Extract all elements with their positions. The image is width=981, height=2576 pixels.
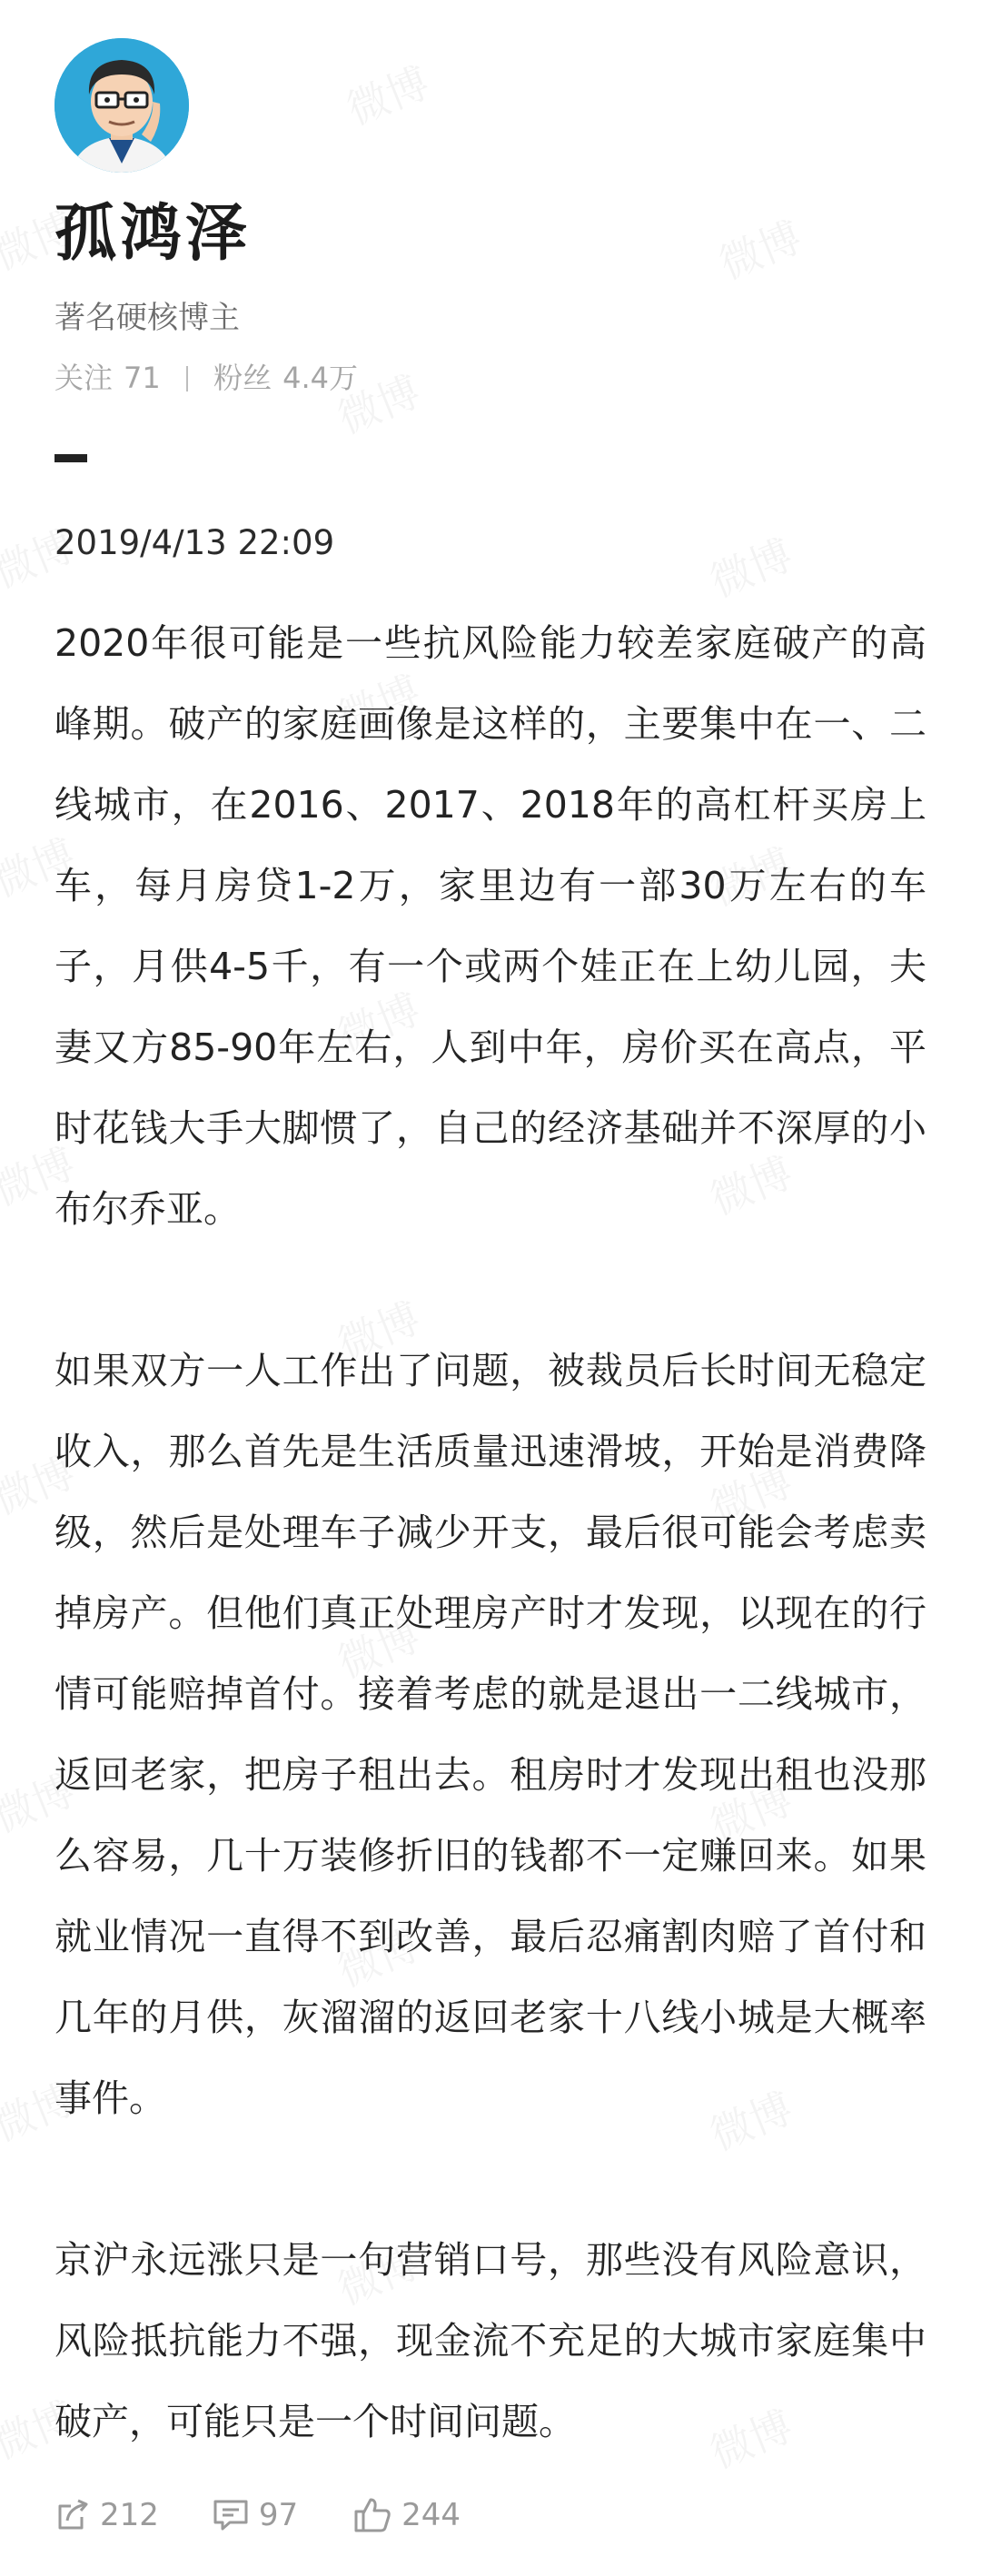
following-label: 关注 bbox=[54, 361, 114, 395]
thumbs-up-icon bbox=[352, 2496, 392, 2534]
repost-button[interactable] bbox=[54, 2495, 159, 2535]
post-body bbox=[54, 603, 926, 2462]
followers-stat[interactable] bbox=[213, 358, 358, 398]
watermark bbox=[337, 50, 437, 137]
followers-label: 粉丝 bbox=[213, 361, 272, 395]
post-timestamp: 2019/4/13 22:09 bbox=[54, 523, 335, 562]
post-paragraph: 如果双方一人工作出了问题，被裁员后长时间无稳定收入，那么首先是生活质量迅速滑坡，开始是消费降级，然后是处理车子减少开支，最后很可能会考虑卖掉房产。但他们真正处理房产时才发现，以现在的行情可能赔掉首付。接着考虑的就是退出一二线城市，返回老家，把房子租出去。租房时才发现出租也没那么容易，几十万装修折旧的钱都不一定赚回来。如果就业情况一直得不到改善，最后忍痛割肉赔了首付和几年的月供，灰溜溜的返回老家十八线小城是大概率事件。 bbox=[54, 1349, 926, 2120]
following-count: 71 bbox=[124, 361, 161, 395]
cartoon-man-glasses-avatar-icon bbox=[54, 38, 189, 173]
like-button[interactable] bbox=[352, 2495, 461, 2535]
profile-stats bbox=[54, 358, 358, 398]
following-stat[interactable] bbox=[54, 358, 161, 398]
like-count: 244 bbox=[401, 2497, 461, 2533]
watermark bbox=[700, 522, 800, 609]
repost-count: 212 bbox=[100, 2497, 159, 2533]
avatar[interactable] bbox=[54, 38, 189, 173]
comment-icon bbox=[212, 2497, 250, 2533]
verified-title: 著名硬核博主 bbox=[54, 300, 240, 336]
profile-name[interactable]: 孤鸿泽 bbox=[54, 198, 252, 270]
followers-count: 4.4万 bbox=[282, 361, 358, 395]
comment-button[interactable] bbox=[212, 2495, 298, 2535]
watermark bbox=[709, 204, 809, 292]
comment-count: 97 bbox=[258, 2497, 299, 2533]
post-actions bbox=[54, 2492, 461, 2538]
post-paragraph: 京沪永远涨只是一句营销口号，那些没有风险意识，风险抵抗能力不强，现金流不充足的大城市家庭集中破产，可能只是一个时间问题。 bbox=[54, 2238, 926, 2443]
post-paragraph: 2020年很可能是一些抗风险能力较差家庭破产的高峰期。破产的家庭画像是这样的，主要集中在一、二线城市，在2016、2017、2018年的高杠杆买房上车，每月房贷1-2万，家里边有一部30万左右的车子，月供4-5千，有一个或两个娃正在上幼儿园，夫妻又方85-90年左右，人到中年，房价买在高点，平时花钱大手大脚惯了，自己的经济基础并不深厚的小布尔乔亚。 bbox=[54, 621, 926, 1231]
repost-icon bbox=[54, 2497, 91, 2533]
stats-separator bbox=[186, 366, 188, 391]
section-divider bbox=[54, 454, 87, 462]
